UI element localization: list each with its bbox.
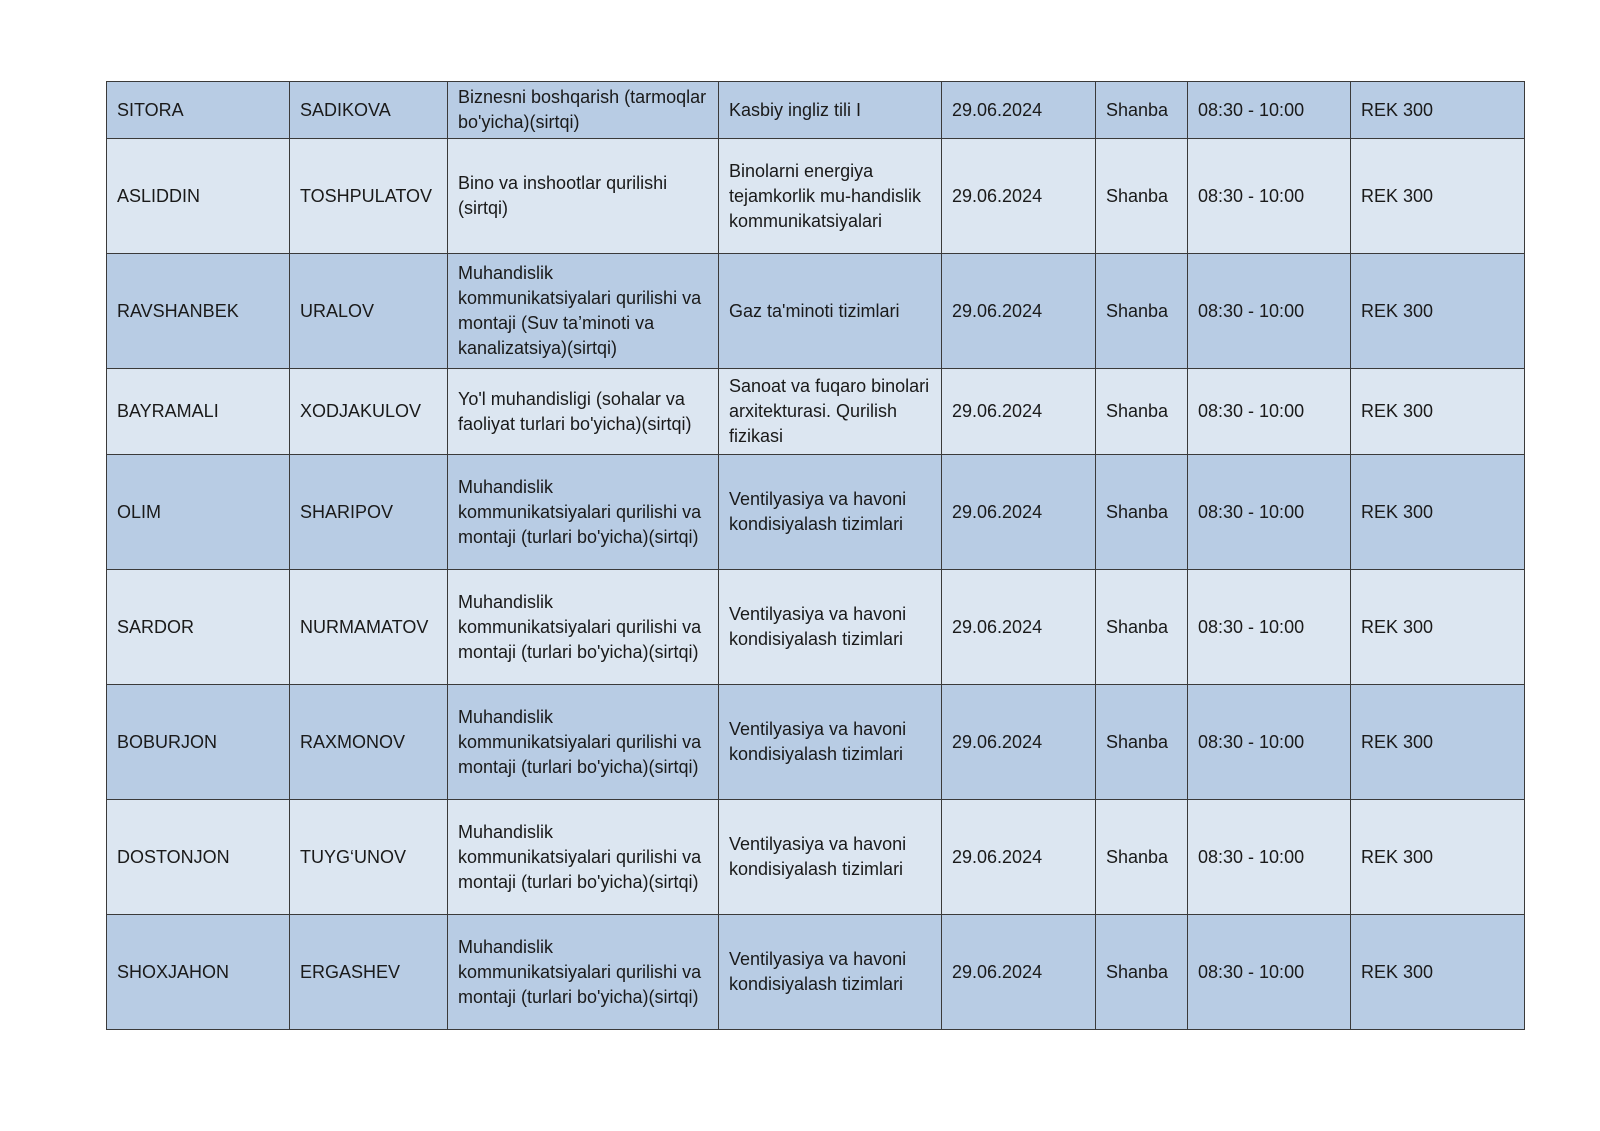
day-cell: Shanba — [1096, 139, 1188, 254]
room-cell: REK 300 — [1351, 685, 1525, 800]
last-name-cell: XODJAKULOV — [290, 369, 448, 455]
program-cell: Yo'l muhandisligi (sohalar va faoliyat turlari bo'yicha)(sirtqi) — [448, 369, 719, 455]
time-cell: 08:30 - 10:00 — [1188, 254, 1351, 369]
first-name-cell: BOBURJON — [107, 685, 290, 800]
room-cell: REK 300 — [1351, 455, 1525, 570]
first-name-cell: SITORA — [107, 82, 290, 139]
program-cell: Muhandislik kommunikatsiyalari qurilishi va montaji (turlari bo'yicha)(sirtqi) — [448, 915, 719, 1030]
last-name-cell: RAXMONOV — [290, 685, 448, 800]
date-cell: 29.06.2024 — [942, 685, 1096, 800]
date-cell: 29.06.2024 — [942, 369, 1096, 455]
day-cell: Shanba — [1096, 369, 1188, 455]
program-cell: Muhandislik kommunikatsiyalari qurilishi va montaji (turlari bo'yicha)(sirtqi) — [448, 800, 719, 915]
room-cell: REK 300 — [1351, 369, 1525, 455]
day-cell: Shanba — [1096, 570, 1188, 685]
subject-cell: Ventilyasiya va havoni kondisiyalash tizimlari — [719, 685, 942, 800]
date-cell: 29.06.2024 — [942, 800, 1096, 915]
first-name-cell: SARDOR — [107, 570, 290, 685]
time-cell: 08:30 - 10:00 — [1188, 800, 1351, 915]
time-cell: 08:30 - 10:00 — [1188, 369, 1351, 455]
table-row — [107, 139, 1525, 254]
table-row — [107, 570, 1525, 685]
date-cell: 29.06.2024 — [942, 254, 1096, 369]
time-cell: 08:30 - 10:00 — [1188, 915, 1351, 1030]
date-cell: 29.06.2024 — [942, 82, 1096, 139]
room-cell: REK 300 — [1351, 915, 1525, 1030]
first-name-cell: DOSTONJON — [107, 800, 290, 915]
program-cell: Muhandislik kommunikatsiyalari qurilishi va montaji (turlari bo'yicha)(sirtqi) — [448, 455, 719, 570]
last-name-cell: SHARIPOV — [290, 455, 448, 570]
last-name-cell: TUYG‘UNOV — [290, 800, 448, 915]
day-cell: Shanba — [1096, 82, 1188, 139]
subject-cell: Binolarni energiya tejamkorlik mu-handislik kommunikatsiyalari — [719, 139, 942, 254]
program-cell: Muhandislik kommunikatsiyalari qurilishi va montaji (turlari bo'yicha)(sirtqi) — [448, 570, 719, 685]
table-row — [107, 82, 1525, 139]
subject-cell: Ventilyasiya va havoni kondisiyalash tizimlari — [719, 455, 942, 570]
date-cell: 29.06.2024 — [942, 455, 1096, 570]
first-name-cell: SHOXJAHON — [107, 915, 290, 1030]
program-cell: Bino va inshootlar qurilishi (sirtqi) — [448, 139, 719, 254]
room-cell: REK 300 — [1351, 82, 1525, 139]
subject-cell: Ventilyasiya va havoni kondisiyalash tizimlari — [719, 800, 942, 915]
subject-cell: Ventilyasiya va havoni kondisiyalash tizimlari — [719, 570, 942, 685]
table-row — [107, 369, 1525, 455]
first-name-cell: ASLIDDIN — [107, 139, 290, 254]
subject-cell: Gaz ta'minoti tizimlari — [719, 254, 942, 369]
day-cell: Shanba — [1096, 455, 1188, 570]
day-cell: Shanba — [1096, 685, 1188, 800]
room-cell: REK 300 — [1351, 570, 1525, 685]
table-row — [107, 685, 1525, 800]
subject-cell: Ventilyasiya va havoni kondisiyalash tizimlari — [719, 915, 942, 1030]
program-cell: Muhandislik kommunikatsiyalari qurilishi va montaji (Suv ta’minoti va kanalizatsiya)(sirtqi) — [448, 254, 719, 369]
time-cell: 08:30 - 10:00 — [1188, 139, 1351, 254]
day-cell: Shanba — [1096, 254, 1188, 369]
time-cell: 08:30 - 10:00 — [1188, 455, 1351, 570]
date-cell: 29.06.2024 — [942, 139, 1096, 254]
last-name-cell: NURMAMATOV — [290, 570, 448, 685]
exam-schedule-table — [106, 81, 1525, 1030]
program-cell: Muhandislik kommunikatsiyalari qurilishi va montaji (turlari bo'yicha)(sirtqi) — [448, 685, 719, 800]
subject-cell: Sanoat va fuqaro binolari arxitekturasi. Qurilish fizikasi — [719, 369, 942, 455]
time-cell: 08:30 - 10:00 — [1188, 685, 1351, 800]
table-row — [107, 915, 1525, 1030]
room-cell: REK 300 — [1351, 139, 1525, 254]
time-cell: 08:30 - 10:00 — [1188, 570, 1351, 685]
room-cell: REK 300 — [1351, 800, 1525, 915]
room-cell: REK 300 — [1351, 254, 1525, 369]
table-row — [107, 455, 1525, 570]
first-name-cell: RAVSHANBEK — [107, 254, 290, 369]
table-row — [107, 254, 1525, 369]
first-name-cell: BAYRAMALI — [107, 369, 290, 455]
last-name-cell: ERGASHEV — [290, 915, 448, 1030]
subject-cell: Kasbiy ingliz tili I — [719, 82, 942, 139]
program-cell: Biznesni boshqarish (tarmoqlar bo'yicha)(sirtqi) — [448, 82, 719, 139]
first-name-cell: OLIM — [107, 455, 290, 570]
last-name-cell: SADIKOVA — [290, 82, 448, 139]
day-cell: Shanba — [1096, 800, 1188, 915]
date-cell: 29.06.2024 — [942, 915, 1096, 1030]
day-cell: Shanba — [1096, 915, 1188, 1030]
date-cell: 29.06.2024 — [942, 570, 1096, 685]
time-cell: 08:30 - 10:00 — [1188, 82, 1351, 139]
last-name-cell: TOSHPULATOV — [290, 139, 448, 254]
last-name-cell: URALOV — [290, 254, 448, 369]
table-row — [107, 800, 1525, 915]
